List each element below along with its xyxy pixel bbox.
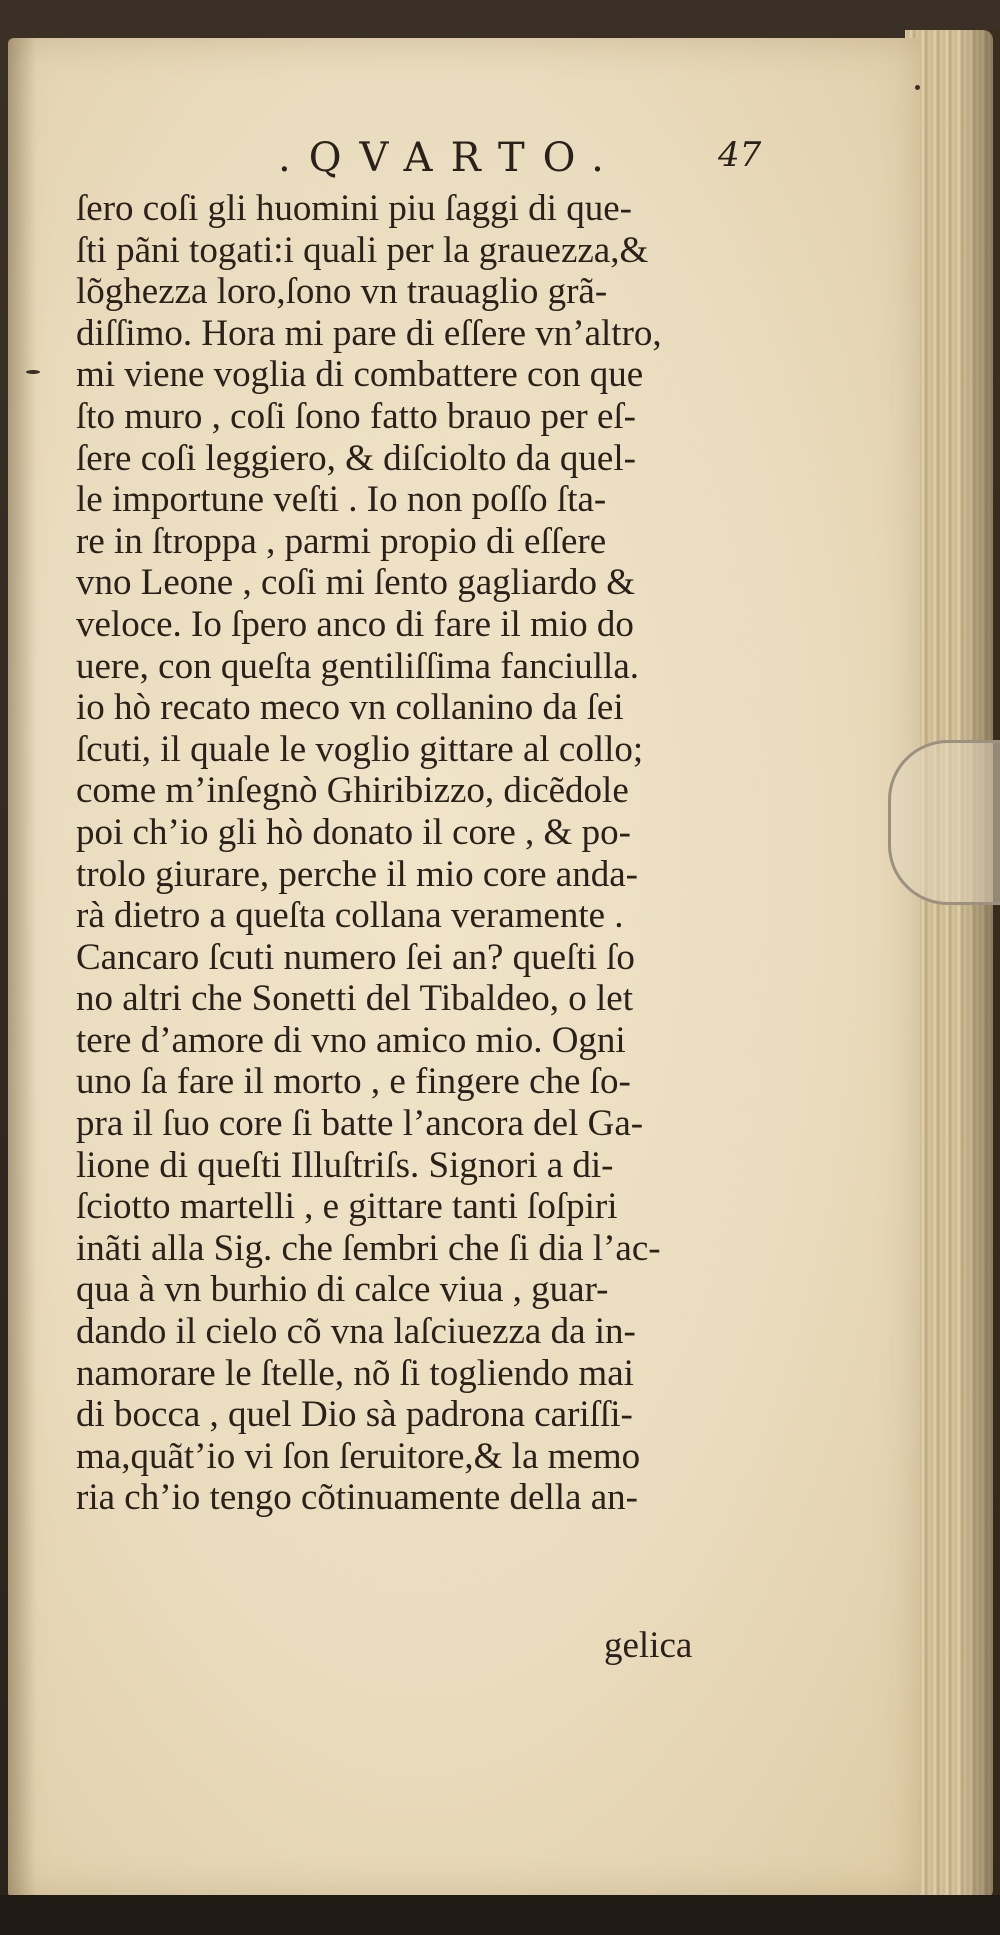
text-line: uno ſa fare il morto , e fingere che ſo- — [76, 1061, 631, 1103]
text-line: poi ch’io gli hò donato il core , & po- — [76, 811, 631, 853]
body-text — [76, 188, 776, 1519]
text-line: ſere coſi leggiero, & diſciolto da quel- — [76, 437, 636, 479]
text-line: veloce. Io ſpero anco di fare il mio do — [76, 603, 634, 645]
running-title: .QVARTO. — [278, 135, 622, 181]
text-line: le importune veſti . Io non poſſo ſta- — [76, 479, 607, 521]
ink-speck — [26, 370, 40, 374]
text-line: vno Leone , coſi mi ſento gagliardo & — [76, 562, 635, 604]
text-line: ma,quãt’io vi ſon ſeruitore,& la memo — [76, 1435, 641, 1477]
bottom-scan-edge — [0, 1895, 1000, 1935]
catchword: gelica — [604, 1625, 693, 1666]
text-line: lione di queſti Illuſtriſs. Signori a di- — [76, 1144, 614, 1186]
text-line: tere d’amore di vno amico mio. Ogni — [76, 1019, 626, 1061]
text-line: ſero coſi gli huomini piu ſaggi di que- — [76, 188, 632, 229]
text-line: come m’inſegnò Ghiribizzo, dicẽdole — [76, 770, 629, 812]
text-line: ſti pãni togati:i quali per la grauezza,& — [76, 229, 649, 271]
text-line: io hò recato meco vn collanino da ſei — [76, 687, 624, 729]
text-line: ſto muro , coſi ſono fatto brauo per eſ- — [76, 395, 636, 437]
bookmark-clasp — [888, 740, 1000, 905]
text-line: ria ch’io tengo cõtinuamente della an- — [76, 1477, 638, 1519]
text-line: diſſimo. Hora mi pare di eſſere vn’altro, — [76, 312, 662, 354]
text-line: ſcuti, il quale le voglio gittare al collo; — [76, 728, 644, 770]
fore-edge-shadow — [960, 30, 1000, 1900]
text-line: namorare le ſtelle, nõ ſi togliendo mai — [76, 1352, 634, 1394]
text-line: trolo giurare, perche il mio core anda- — [76, 853, 638, 895]
text-line: ſciotto martelli , e gittare tanti ſoſpiri — [76, 1186, 618, 1228]
text-line: pra il ſuo core ſi batte l’ancora del Ga- — [76, 1103, 644, 1145]
ink-speck — [915, 85, 920, 90]
text-line: re in ſtroppa , parmi propio di eſſere — [76, 520, 607, 562]
gutter-shadow — [8, 38, 36, 1898]
text-line: rà dietro a queſta collana veramente . — [76, 895, 624, 937]
text-line: lõghezza loro,ſono vn trauaglio grã- — [76, 271, 608, 313]
text-line: qua à vn burhio di calce viua , guar- — [76, 1269, 609, 1311]
running-head — [0, 135, 860, 185]
text-line: Cancaro ſcuti numero ſei an? queſti ſo — [76, 936, 635, 978]
page-number: 47 — [718, 135, 762, 175]
text-line: no altri che Sonetti del Tibaldeo, o let — [76, 978, 633, 1020]
text-line: mi viene voglia di combattere con que — [76, 354, 644, 396]
text-line: inãti alla Sig. che ſembri che ſi dia l’ac- — [76, 1227, 661, 1269]
text-line: uere, con queſta gentiliſſima fanciulla. — [76, 645, 640, 687]
text-line: di bocca , quel Dio sà padrona cariſſi- — [76, 1394, 633, 1436]
text-line: dando il cielo cõ vna laſciuezza da in- — [76, 1311, 636, 1353]
